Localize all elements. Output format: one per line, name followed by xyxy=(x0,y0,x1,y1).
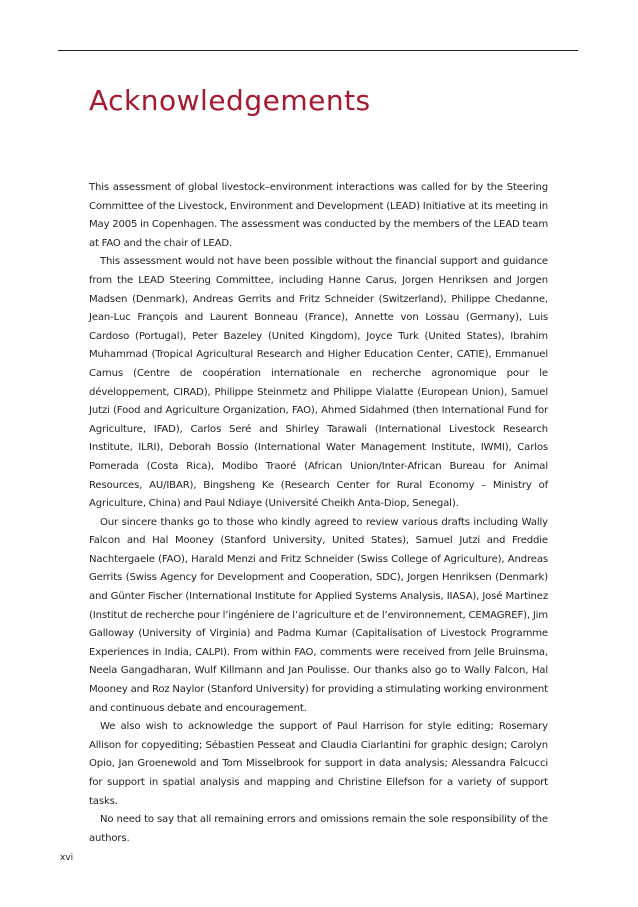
paragraph-closing: No need to say that all remaining errors and omissions remain the sole responsibility of the authors. xyxy=(89,814,548,844)
paragraph-intro: This assessment of global livestock–environment interactions was called for by the Steering Committee of the Livestock, Environment and Development (LEAD) Initiative at its meeting in May 2005 in Copenhagen. The assessment was conducted by the members of the LEAD team at FAO and the chair of LEAD. xyxy=(89,182,548,249)
header-rule xyxy=(58,50,578,51)
page-title: Acknowledgements xyxy=(89,84,371,117)
acknowledgements-body xyxy=(89,179,548,848)
paragraph-reviewers: Our sincere thanks go to those who kindly agreed to review various drafts including Wally Falcon and Hal Mooney (Stanford University, United States), Samuel Jutzi and Freddie Nachtergaele (FAO), Harald Menzi and Fritz Schneider (Swiss College of Agriculture), Andreas Gerrits (Swiss Agency for Development and Cooperation, SDC), Jorgen Henriksen (Denmark) and Günter Fischer (International Institute for Applied Systems Analysis, IIASA), José Martinez (Institut de recherche pour l’ingéniere de l’agriculture et de l’environnement, CEMAGREF), Jim Galloway (University of Virginia) and Padma Kumar (Capitalisation of Livestock Programme Experiences in India, CALPI). From within FAO, comments were received from Jelle Bruinsma, Neela Gangadharan, Wulf Killmann and Jan Poulisse. Our thanks also go to Wally Falcon, Hal Mooney and Roz Naylor (Stanford University) for providing a stimulating working environment and continuous debate and encouragement. xyxy=(89,516,548,714)
page-number: xvi xyxy=(60,853,74,863)
paragraph-funding: This assessment would not have been possible without the financial support and guidance from the LEAD Steering Committee, including Hanne Carus, Jorgen Henriksen and Jorgen Madsen (Denmark), Andreas Gerrits and Fritz Schneider (Switzerland), Philippe Chedanne, Jean-Luc François and Laurent Bonneau (France), Annette von Lossau (Germany), Luis Cardoso (Portugal), Peter Bazeley (United Kingdom), Joyce Turk (United States), Ibrahim Muhammad (Tropical Agricultural Research and Higher Education Center, CATIE), Emmanuel Camus (Centre de coopération internationale en recherche agronomique pour le développement, CIRAD), Philippe Steinmetz and Philippe Vialatte (European Union), Samuel Jutzi (Food and Agriculture Organization, FAO), Ahmed Sidahmed (then International Fund for Agriculture, IFAD), Carlos Seré and Shirley Tarawali (International Livestock Research Institute, ILRI), Deborah Bossio (International Water Management Institute, IWMI), Carlos Pomerada (Costa Rica), Modibo Traoré (African Union/Inter-African Bureau for Animal Resources, AU/IBAR), Bingsheng Ke (Research Center for Rural Economy – Ministry of Agriculture, China) and Paul Ndiaye (Université Cheikh Anta-Diop, Senegal). xyxy=(89,256,548,510)
paragraph-support: We also wish to acknowledge the support of Paul Harrison for style editing; Rosemary Allison for copyediting; Sébastien Pesseat and Claudia Ciarlantini for graphic design; Carolyn Opio, Jan Groenewold and Tom Misselbrook for support in data analysis; Alessandra Falcucci for support in spatial analysis and mapping and Christine Ellefson for a variety of support tasks. xyxy=(89,721,548,807)
